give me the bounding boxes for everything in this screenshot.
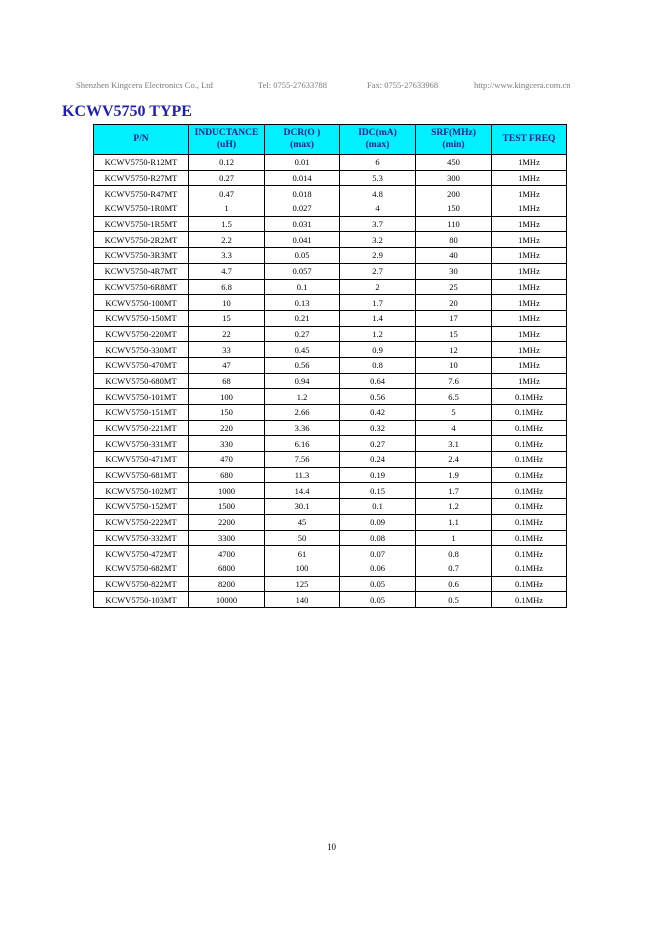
cell-idc: 6 <box>340 155 416 171</box>
cell-idc: 0.07 <box>340 546 416 561</box>
table-row <box>94 295 567 311</box>
cell-inductance: 6.8 <box>189 279 265 295</box>
cell-srf: 40 <box>416 248 492 264</box>
table-row <box>94 373 567 389</box>
cell-test-freq: 1MHz <box>492 342 567 358</box>
cell-dcr: 0.13 <box>265 295 340 311</box>
page-title: KCWV5750 TYPE <box>62 103 192 120</box>
table-row <box>94 326 567 342</box>
cell-srf: 10 <box>416 357 492 373</box>
table-row <box>94 201 567 216</box>
cell-test-freq: 0.1MHz <box>492 514 567 530</box>
cell-inductance: 100 <box>189 389 265 405</box>
cell-dcr: 3.36 <box>265 420 340 436</box>
table-row <box>94 216 567 232</box>
cell-dcr: 61 <box>265 546 340 561</box>
cell-inductance: 47 <box>189 357 265 373</box>
cell-dcr: 11.3 <box>265 467 340 483</box>
cell-dcr: 14.4 <box>265 483 340 499</box>
cell-test-freq: 1MHz <box>492 186 567 201</box>
cell-idc: 1.7 <box>340 295 416 311</box>
table-header <box>94 125 567 155</box>
column-header-inductance <box>189 125 265 155</box>
cell-part-number: KCWV5750-822MT <box>94 576 189 592</box>
cell-inductance: 3.3 <box>189 248 265 264</box>
cell-test-freq: 0.1MHz <box>492 592 567 608</box>
cell-idc: 5.3 <box>340 170 416 186</box>
cell-inductance: 1000 <box>189 483 265 499</box>
cell-test-freq: 1MHz <box>492 263 567 279</box>
column-header-line2: (max) <box>290 139 314 150</box>
spec-table <box>93 124 567 608</box>
cell-idc: 0.56 <box>340 389 416 405</box>
cell-idc: 0.15 <box>340 483 416 499</box>
column-header-line2: (max) <box>365 139 390 150</box>
cell-srf: 12 <box>416 342 492 358</box>
cell-idc: 4.8 <box>340 186 416 201</box>
table-row <box>94 357 567 373</box>
cell-test-freq: 1MHz <box>492 373 567 389</box>
cell-part-number: KCWV5750-332MT <box>94 530 189 546</box>
table-row <box>94 452 567 468</box>
cell-idc: 1.2 <box>340 326 416 342</box>
cell-part-number: KCWV5750-3R3MT <box>94 248 189 264</box>
header-row <box>94 125 567 155</box>
cell-part-number: KCWV5750-472MT <box>94 546 189 561</box>
cell-idc: 0.1 <box>340 499 416 515</box>
cell-dcr: 6.16 <box>265 436 340 452</box>
cell-part-number: KCWV5750-102MT <box>94 483 189 499</box>
table-row <box>94 561 567 576</box>
cell-idc: 2.7 <box>340 263 416 279</box>
table-row <box>94 514 567 530</box>
cell-idc: 0.24 <box>340 452 416 468</box>
column-header-line1: IDC(mA) <box>358 128 397 138</box>
cell-test-freq: 0.1MHz <box>492 546 567 561</box>
cell-part-number: KCWV5750-151MT <box>94 405 189 421</box>
table-row <box>94 155 567 171</box>
cell-inductance: 15 <box>189 310 265 326</box>
cell-inductance: 220 <box>189 420 265 436</box>
cell-test-freq: 1MHz <box>492 216 567 232</box>
header-website: http://www.kingcera.com.cn <box>474 80 571 90</box>
cell-test-freq: 1MHz <box>492 232 567 248</box>
cell-dcr: 50 <box>265 530 340 546</box>
cell-idc: 0.05 <box>340 592 416 608</box>
cell-test-freq: 1MHz <box>492 201 567 216</box>
table-row <box>94 342 567 358</box>
cell-part-number: KCWV5750-101MT <box>94 389 189 405</box>
cell-dcr: 0.01 <box>265 155 340 171</box>
cell-dcr: 0.057 <box>265 263 340 279</box>
table-row <box>94 546 567 561</box>
column-header-line1: P/N <box>133 133 149 144</box>
cell-srf: 17 <box>416 310 492 326</box>
cell-inductance: 330 <box>189 436 265 452</box>
cell-part-number: KCWV5750-R27MT <box>94 170 189 186</box>
cell-test-freq: 0.1MHz <box>492 530 567 546</box>
table-row <box>94 436 567 452</box>
cell-dcr: 0.027 <box>265 201 340 216</box>
cell-part-number: KCWV5750-471MT <box>94 452 189 468</box>
cell-part-number: KCWV5750-221MT <box>94 420 189 436</box>
header-company: Shenzhen Kingcera Electronics Co., Ltd <box>76 80 213 90</box>
cell-srf: 150 <box>416 201 492 216</box>
table-row <box>94 499 567 515</box>
cell-inductance: 0.47 <box>189 186 265 201</box>
cell-inductance: 0.27 <box>189 170 265 186</box>
cell-srf: 1 <box>416 530 492 546</box>
cell-part-number: KCWV5750-330MT <box>94 342 189 358</box>
header-fax: Fax: 0755-27633968 <box>367 80 439 90</box>
cell-part-number: KCWV5750-470MT <box>94 357 189 373</box>
cell-part-number: KCWV5750-1R0MT <box>94 201 189 216</box>
page-header <box>76 80 586 92</box>
cell-test-freq: 1MHz <box>492 357 567 373</box>
column-header-line2: (min) <box>442 139 465 150</box>
cell-inductance: 10 <box>189 295 265 311</box>
column-header-idc <box>340 125 416 155</box>
cell-idc: 0.06 <box>340 561 416 576</box>
header-tel: Tel: 0755-27633788 <box>258 80 328 90</box>
cell-dcr: 140 <box>265 592 340 608</box>
cell-part-number: KCWV5750-R47MT <box>94 186 189 201</box>
cell-part-number: KCWV5750-103MT <box>94 592 189 608</box>
cell-srf: 3.1 <box>416 436 492 452</box>
cell-inductance: 68 <box>189 373 265 389</box>
cell-dcr: 0.1 <box>265 279 340 295</box>
cell-dcr: 0.014 <box>265 170 340 186</box>
cell-srf: 80 <box>416 232 492 248</box>
cell-srf: 200 <box>416 186 492 201</box>
column-header-line2: (uH) <box>217 139 236 150</box>
cell-test-freq: 1MHz <box>492 248 567 264</box>
cell-dcr: 0.56 <box>265 357 340 373</box>
cell-dcr: 45 <box>265 514 340 530</box>
cell-dcr: 1.2 <box>265 389 340 405</box>
cell-inductance: 1.5 <box>189 216 265 232</box>
cell-test-freq: 0.1MHz <box>492 499 567 515</box>
cell-idc: 4 <box>340 201 416 216</box>
cell-inductance: 10000 <box>189 592 265 608</box>
cell-inductance: 470 <box>189 452 265 468</box>
table-row <box>94 530 567 546</box>
cell-part-number: KCWV5750-680MT <box>94 373 189 389</box>
cell-inductance: 4.7 <box>189 263 265 279</box>
cell-part-number: KCWV5750-4R7MT <box>94 263 189 279</box>
cell-part-number: KCWV5750-331MT <box>94 436 189 452</box>
cell-idc: 0.19 <box>340 467 416 483</box>
cell-test-freq: 0.1MHz <box>492 452 567 468</box>
cell-test-freq: 0.1MHz <box>492 483 567 499</box>
table-row <box>94 279 567 295</box>
cell-idc: 0.09 <box>340 514 416 530</box>
cell-inductance: 6800 <box>189 561 265 576</box>
column-header-test-freq <box>492 125 567 155</box>
cell-test-freq: 0.1MHz <box>492 436 567 452</box>
cell-part-number: KCWV5750-682MT <box>94 561 189 576</box>
cell-srf: 15 <box>416 326 492 342</box>
cell-idc: 3.2 <box>340 232 416 248</box>
cell-srf: 2.4 <box>416 452 492 468</box>
cell-inductance: 1 <box>189 201 265 216</box>
cell-srf: 5 <box>416 405 492 421</box>
cell-idc: 0.27 <box>340 436 416 452</box>
column-header-line1: TEST FREQ <box>502 133 556 144</box>
cell-part-number: KCWV5750-2R2MT <box>94 232 189 248</box>
table-row <box>94 389 567 405</box>
table-row <box>94 170 567 186</box>
cell-idc: 1.4 <box>340 310 416 326</box>
column-header-pn <box>94 125 189 155</box>
cell-srf: 25 <box>416 279 492 295</box>
cell-dcr: 125 <box>265 576 340 592</box>
cell-idc: 0.32 <box>340 420 416 436</box>
cell-inductance: 2.2 <box>189 232 265 248</box>
cell-test-freq: 0.1MHz <box>492 405 567 421</box>
cell-test-freq: 0.1MHz <box>492 561 567 576</box>
table-row <box>94 186 567 201</box>
cell-idc: 3.7 <box>340 216 416 232</box>
cell-srf: 1.7 <box>416 483 492 499</box>
cell-dcr: 30.1 <box>265 499 340 515</box>
cell-part-number: KCWV5750-220MT <box>94 326 189 342</box>
cell-test-freq: 0.1MHz <box>492 389 567 405</box>
cell-test-freq: 0.1MHz <box>492 576 567 592</box>
column-header-srf <box>416 125 492 155</box>
cell-dcr: 0.21 <box>265 310 340 326</box>
cell-inductance: 4700 <box>189 546 265 561</box>
table-row <box>94 592 567 608</box>
cell-srf: 1.2 <box>416 499 492 515</box>
cell-srf: 1.9 <box>416 467 492 483</box>
cell-dcr: 2.66 <box>265 405 340 421</box>
cell-idc: 0.05 <box>340 576 416 592</box>
cell-test-freq: 0.1MHz <box>492 420 567 436</box>
cell-dcr: 0.031 <box>265 216 340 232</box>
cell-dcr: 0.94 <box>265 373 340 389</box>
cell-idc: 0.9 <box>340 342 416 358</box>
cell-dcr: 0.27 <box>265 326 340 342</box>
cell-srf: 30 <box>416 263 492 279</box>
column-header-line1: SRF(MHz) <box>431 128 476 138</box>
cell-test-freq: 1MHz <box>492 155 567 171</box>
cell-dcr: 0.05 <box>265 248 340 264</box>
cell-idc: 0.64 <box>340 373 416 389</box>
column-header-dcr <box>265 125 340 155</box>
cell-idc: 0.8 <box>340 357 416 373</box>
cell-test-freq: 1MHz <box>492 295 567 311</box>
table-body <box>94 155 567 608</box>
cell-dcr: 0.45 <box>265 342 340 358</box>
cell-part-number: KCWV5750-100MT <box>94 295 189 311</box>
cell-inductance: 2200 <box>189 514 265 530</box>
cell-test-freq: 1MHz <box>492 310 567 326</box>
cell-inductance: 22 <box>189 326 265 342</box>
cell-test-freq: 1MHz <box>492 279 567 295</box>
cell-inductance: 3300 <box>189 530 265 546</box>
cell-srf: 7.6 <box>416 373 492 389</box>
cell-inductance: 0.12 <box>189 155 265 171</box>
table-row <box>94 576 567 592</box>
cell-srf: 6.5 <box>416 389 492 405</box>
cell-srf: 1.1 <box>416 514 492 530</box>
column-header-line1: DCR(O ) <box>283 128 321 138</box>
cell-part-number: KCWV5750-R12MT <box>94 155 189 171</box>
table-row <box>94 263 567 279</box>
cell-inductance: 1500 <box>189 499 265 515</box>
table-row <box>94 483 567 499</box>
cell-srf: 0.5 <box>416 592 492 608</box>
cell-part-number: KCWV5750-1R5MT <box>94 216 189 232</box>
cell-dcr: 7.56 <box>265 452 340 468</box>
cell-srf: 20 <box>416 295 492 311</box>
table-row <box>94 248 567 264</box>
cell-part-number: KCWV5750-152MT <box>94 499 189 515</box>
cell-dcr: 100 <box>265 561 340 576</box>
cell-inductance: 150 <box>189 405 265 421</box>
table-row <box>94 420 567 436</box>
cell-inductance: 8200 <box>189 576 265 592</box>
cell-idc: 0.08 <box>340 530 416 546</box>
cell-dcr: 0.018 <box>265 186 340 201</box>
cell-srf: 0.7 <box>416 561 492 576</box>
cell-idc: 2 <box>340 279 416 295</box>
table-row <box>94 467 567 483</box>
cell-idc: 2.9 <box>340 248 416 264</box>
cell-part-number: KCWV5750-222MT <box>94 514 189 530</box>
cell-srf: 110 <box>416 216 492 232</box>
cell-inductance: 680 <box>189 467 265 483</box>
cell-srf: 300 <box>416 170 492 186</box>
cell-idc: 0.42 <box>340 405 416 421</box>
cell-test-freq: 1MHz <box>492 170 567 186</box>
cell-srf: 0.8 <box>416 546 492 561</box>
cell-part-number: KCWV5750-150MT <box>94 310 189 326</box>
table-row <box>94 310 567 326</box>
cell-dcr: 0.041 <box>265 232 340 248</box>
cell-test-freq: 0.1MHz <box>492 467 567 483</box>
table-row <box>94 405 567 421</box>
cell-part-number: KCWV5750-681MT <box>94 467 189 483</box>
cell-test-freq: 1MHz <box>492 326 567 342</box>
cell-srf: 450 <box>416 155 492 171</box>
table-row <box>94 232 567 248</box>
cell-srf: 0.6 <box>416 576 492 592</box>
column-header-line1: INDUCTANCE <box>194 128 259 138</box>
cell-srf: 4 <box>416 420 492 436</box>
cell-part-number: KCWV5750-6R8MT <box>94 279 189 295</box>
page-number: 10 <box>327 842 336 852</box>
cell-inductance: 33 <box>189 342 265 358</box>
